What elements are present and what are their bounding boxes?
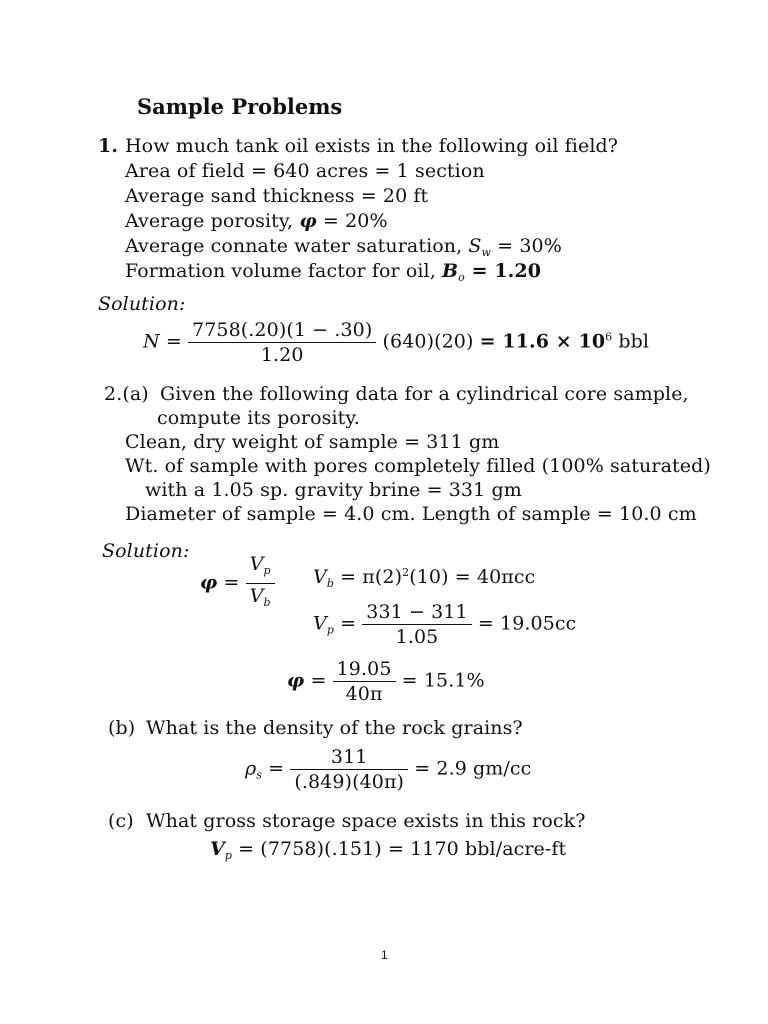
problem-1-thickness: Average sand thickness = 20 ft [125, 185, 429, 207]
problem-2c-label: (c) [108, 810, 134, 832]
problem-2b-label: (b) [108, 717, 136, 739]
porosity-result-fraction: $\frac{19.05}{40\pi}$ [333, 657, 396, 706]
page-number: 1 [381, 948, 388, 962]
problem-2a-question-line1: Given the following data for a cylindrical core sample, [160, 383, 689, 405]
problem-2a-solution-label: Solution: [102, 540, 190, 562]
porosity-definition-fraction: $\frac{V_p}{V_b}$ [246, 552, 275, 615]
problem-1-saturation: Average connate water saturation, $S_w = 30\%$ [125, 235, 562, 259]
problem-2a-question-line2: compute its porosity. [157, 407, 360, 429]
problem-1-equation: N = $\frac{7758(.20)(1 - .30)}{1.20}$ $(640)(20) = 11.6 \times 10^6$ bbl [143, 319, 650, 366]
problem-2a-number: 2.(a) [104, 383, 149, 405]
pore-volume-equation: $V_p$ = $\frac{331 - 311}{1.05}$ = 19.05cc [313, 601, 577, 648]
problem-1-question: How much tank oil exists in the following oil field? [125, 135, 619, 157]
bulk-volume-equation: $V_b = \pi(2)^2(10) = 40\pi cc$ [313, 566, 536, 590]
problem-1-fraction: $\frac{7758(.20)(1 - .30)}{1.20}$ [188, 318, 376, 367]
problem-2a-dimensions: Diameter of sample = 4.0 cm. Length of sample = 10.0 cm [125, 503, 697, 525]
grain-density-equation: $\rho_s$ = $\frac{311}{(.849)(40\pi)}$ = 2.9 gm/cc [245, 746, 532, 793]
problem-2c-question: What gross storage space exists in this rock? [146, 810, 586, 832]
problem-1-solution-label: Solution: [98, 293, 186, 315]
pore-volume-fraction: $\frac{331 - 311}{1.05}$ [362, 600, 471, 649]
problem-2b-question: What is the density of the rock grains? [146, 717, 523, 739]
storage-space-equation: $V_p = (7758)(.151) = 1170$ bbl/acre-ft [210, 838, 567, 862]
porosity-definition: φ = $\frac{V_p}{V_b}$ [200, 552, 275, 615]
problem-1-number: 1. [98, 135, 119, 157]
page-title: Sample Problems [137, 94, 343, 119]
porosity-result-equation: φ = $\frac{19.05}{40\pi}$ = 15.1% [287, 658, 485, 705]
problem-1-porosity: Average porosity, φ = 20% [125, 210, 388, 232]
problem-2a-dry-weight: Clean, dry weight of sample = 311 gm [125, 431, 500, 453]
problem-1-fvf: Formation volume factor for oil, $B_o = 1.20$ [125, 260, 542, 284]
problem-2a-saturated-weight: Wt. of sample with pores completely filled (100% saturated) [125, 455, 711, 477]
grain-density-fraction: $\frac{311}{(.849)(40\pi)}$ [290, 745, 408, 794]
problem-2a-brine: with a 1.05 sp. gravity brine = 331 gm [145, 479, 522, 501]
problem-1-area: Area of field = 640 acres = 1 section [125, 160, 485, 182]
